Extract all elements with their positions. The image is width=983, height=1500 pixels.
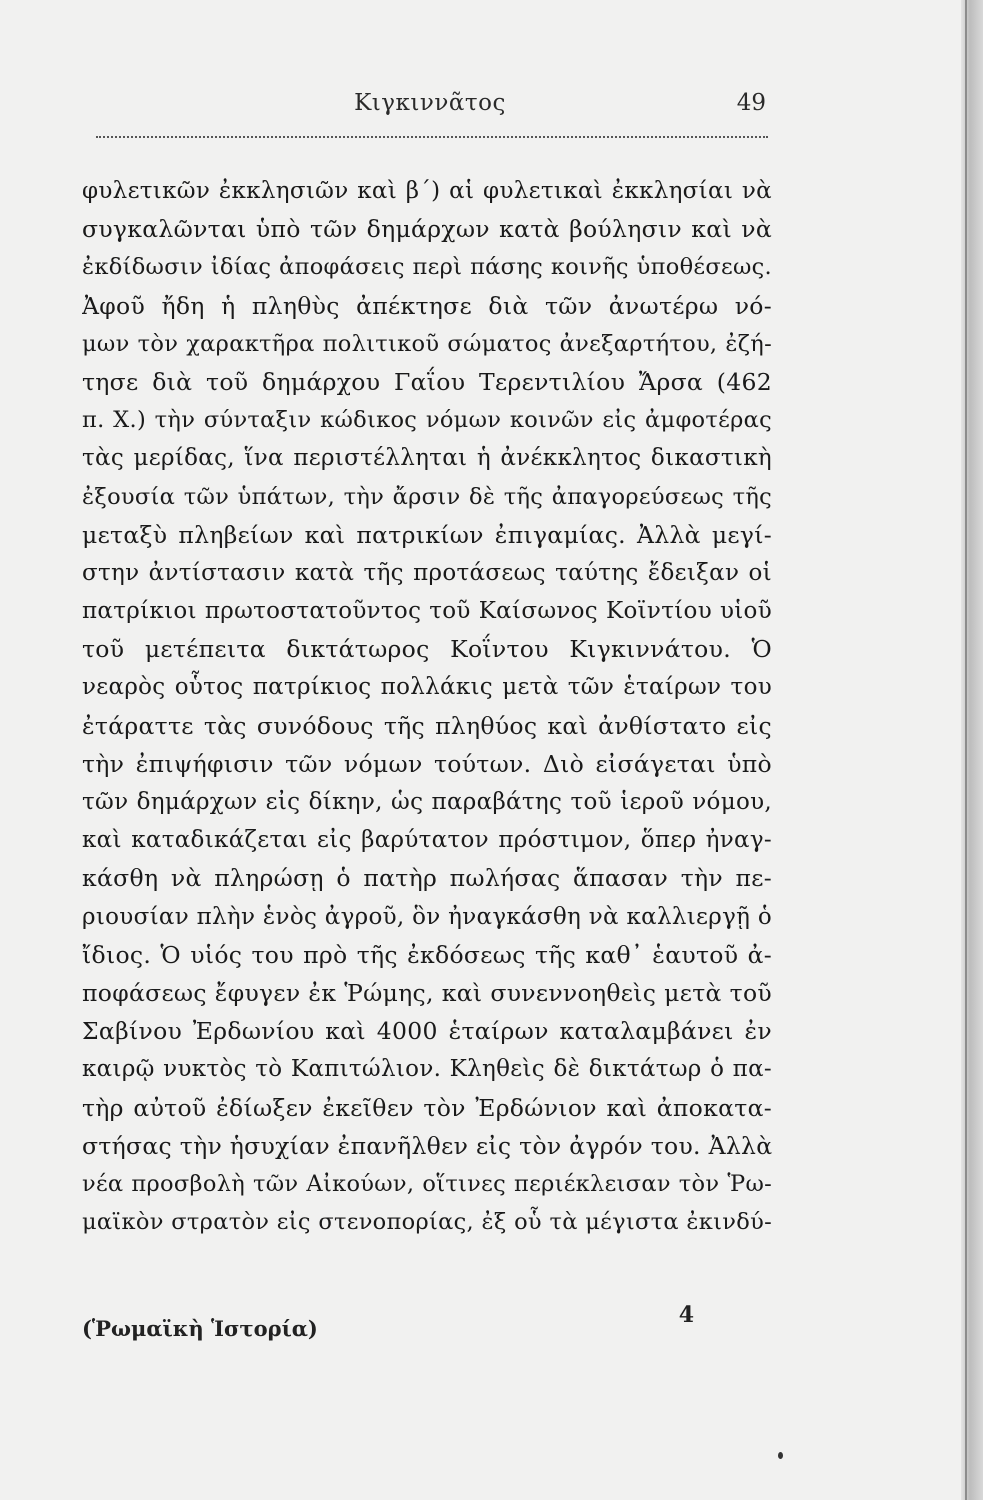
footer-book-title: (Ῥωμαϊκὴ Ἱστορία) — [82, 1316, 318, 1341]
text-line: μεταξὺ πληβείων καὶ πατρικίων ἐπιγαμίας. Ἀλλὰ μεγί- — [82, 520, 772, 549]
text-line: Σαβίνου Ἐρδωνίου καὶ 4000 ἑταίρων καταλαμβάνει ἐν — [82, 1017, 772, 1046]
page-footer — [82, 1302, 772, 1352]
text-line: τοῦ μετέπειτα δικτάτωρος Κοΐντου Κιγκιννάτου. Ὁ — [82, 635, 772, 664]
text-line: π. Χ.) τὴν σύνταξιν κώδικος νόμων κοινῶν εἰς ἀμφοτέρας — [82, 407, 772, 434]
text-line: φυλετικῶν ἐκκλησιῶν καὶ β΄) αἱ φυλετικαὶ ἐκκλησίαι νὰ — [82, 178, 772, 204]
text-line: τὰς μερίδας, ἵνα περιστέλληται ἡ ἀνέκκλητος δικαστικὴ — [82, 445, 772, 472]
running-title: Κιγκιννᾶτος — [354, 90, 506, 116]
text-line: πατρίκιοι πρωτοστατοῦντος τοῦ Καίσωνος Κοϊντίου υἱοῦ — [82, 598, 772, 625]
text-line: καιρῷ νυκτὸς τὸ Καπιτώλιον. Κληθεὶς δὲ δικτάτωρ ὁ πα- — [82, 1056, 772, 1083]
page-number: 49 — [736, 90, 766, 116]
text-line: τὴρ αὐτοῦ ἐδίωξεν ἐκεῖθεν τὸν Ἐρδώνιον καὶ ἀποκατα- — [82, 1093, 772, 1122]
text-line: ριουσίαν πλὴν ἑνὸς ἀγροῦ, ὃν ἠναγκάσθη νὰ καλλιεργῇ ὁ — [82, 903, 772, 930]
text-line: κάσθη νὰ πληρώσῃ ὁ πατὴρ πωλήσας ἅπασαν τὴν πε- — [82, 864, 772, 893]
text-line: ἐξουσία τῶν ὑπάτων, τὴν ἄρσιν δὲ τῆς ἀπαγορεύσεως τῆς — [82, 483, 772, 510]
text-line: νεαρὸς οὗτος πατρίκιος πολλάκις μετὰ τῶν ἑταίρων του — [82, 674, 772, 701]
text-line: ποφάσεως ἔφυγεν ἐκ Ῥώμης, καὶ συνεννοηθεὶς μετὰ τοῦ — [82, 978, 772, 1007]
page-edge-line — [965, 0, 967, 1500]
text-line: τησε διὰ τοῦ δημάρχου Γαΐου Τερεντιλίου Ἄρσα (462 — [82, 367, 772, 396]
text-line: Ἀφοῦ ἤδη ἡ πληθὺς ἀπέκτησε διὰ τῶν ἀνωτέρω νό- — [82, 291, 772, 320]
page-header — [94, 86, 766, 126]
text-line: νέα προσβολὴ τῶν Αἰκούων, οἵτινες περιέκλεισαν τὸν Ῥω- — [82, 1170, 772, 1197]
text-line: στην ἀντίστασιν κατὰ τῆς προτάσεως ταύτης ἔδειξαν οἱ — [82, 559, 772, 586]
text-line: ἴδιος. Ὁ υἱός του πρὸ τῆς ἐκδόσεως τῆς καθ᾽ ἑαυτοῦ ἀ- — [82, 940, 772, 969]
text-line: τὴν ἐπιψήφισιν τῶν νόμων τούτων. Διὸ εἰσάγεται ὑπὸ — [82, 749, 772, 778]
text-line: τῶν δημάρχων εἰς δίκην, ὡς παραβάτης τοῦ ἱεροῦ νόμου, — [82, 789, 772, 815]
text-line: ἐκδίδωσιν ἰδίας ἀποφάσεις περὶ πάσης κοινῆς ὑποθέσεως. — [82, 254, 772, 281]
text-line: μαϊκὸν στρατὸν εἰς στενοπορίας, ἐξ οὗ τὰ μέγιστα ἐκινδύ- — [82, 1209, 772, 1236]
body-text — [82, 172, 772, 1241]
text-line: μων τὸν χαρακτῆρα πολιτικοῦ σώματος ἀνεξαρτήτου, ἐζή- — [82, 330, 772, 357]
signature-mark: 4 — [678, 1302, 694, 1328]
text-line: συγκαλῶνται ὑπὸ τῶν δημάρχων κατὰ βούλησιν καὶ νὰ — [82, 215, 772, 244]
header-dotted-rule — [96, 136, 768, 138]
text-line: ἐτάραττε τὰς συνόδους τῆς πληθύος καὶ ἀνθίστατο εἰς — [82, 711, 772, 740]
text-line: καὶ καταδικάζεται εἰς βαρύτατον πρόστιμον, ὅπερ ἠναγ- — [82, 827, 772, 854]
text-line: στήσας τὴν ἡσυχίαν ἐπανῆλθεν εἰς τὸν ἀγρόν του. Ἀλλὰ — [82, 1131, 772, 1160]
ink-speck — [778, 1452, 783, 1459]
